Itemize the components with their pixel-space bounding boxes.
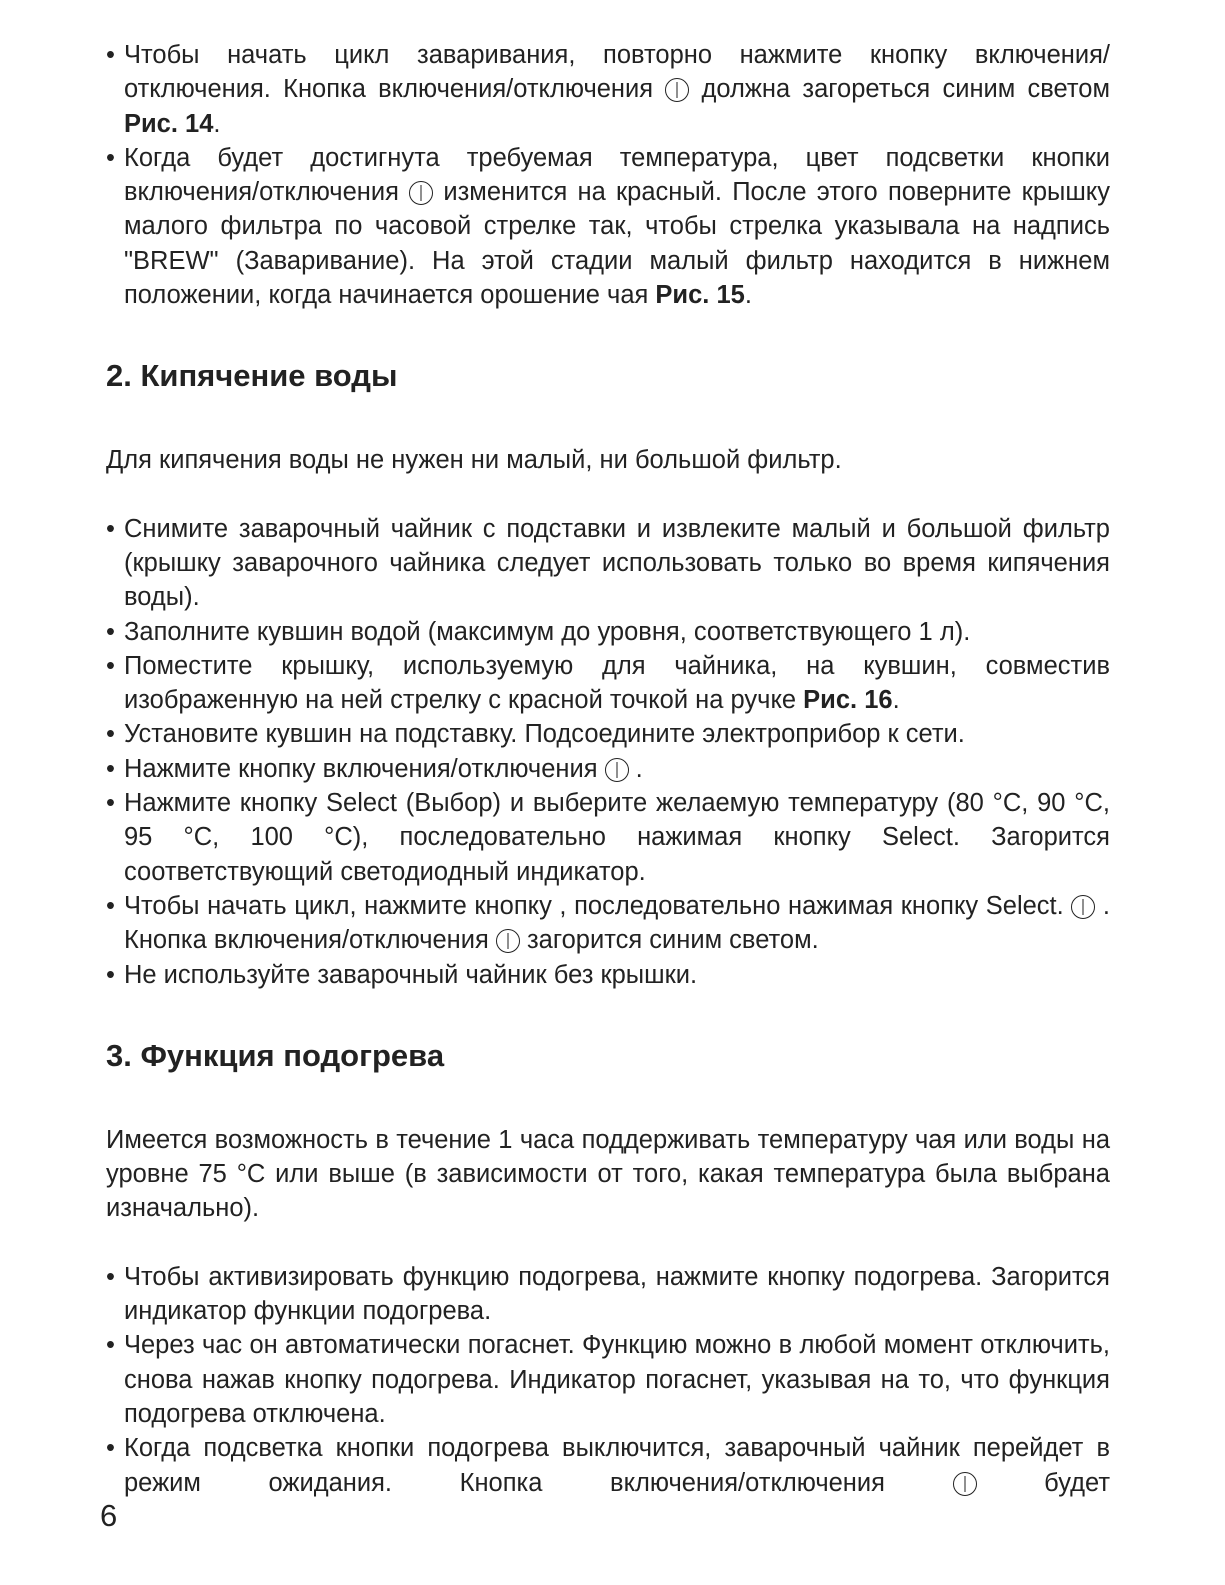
document-page: [106, 38, 1110, 1500]
power-icon: [1071, 895, 1095, 919]
list-item: • Заполните кувшин водой (максимум до уровня, соответствующего 1 л).: [106, 615, 1110, 649]
list-item: • Нажмите кнопку Select (Выбор) и выберите желаемую температуру (80 °C, 90 °C, 95 °C, 100 °C), последовательно нажимая кнопку Select. Загорится соответствующий светодиодный индикатор.: [106, 786, 1110, 889]
list-item: • Чтобы начать цикл заваривания, повторно нажмите кнопку включения/отключения. Кнопка включения/отключения должна загореться синим светом Рис. 14.: [106, 38, 1110, 141]
list-item: • Поместите крышку, используемую для чайника, на кувшин, совместив изображенную на ней стрелку с красной точкой на ручке Рис. 16.: [106, 649, 1110, 718]
list-item: • Установите кувшин на подставку. Подсоедините электроприбор к сети.: [106, 717, 1110, 751]
section-intro: Для кипячения воды не нужен ни малый, ни большой фильтр.: [106, 446, 842, 475]
page-number: 6: [100, 1498, 118, 1533]
figure-reference: Рис. 16: [803, 686, 893, 715]
figure-reference: Рис. 14: [124, 109, 214, 138]
list-item: • Чтобы начать цикл, нажмите кнопку , последовательно нажимая кнопку Select. . Кнопка включения/отключения загорится синим светом.: [106, 889, 1110, 958]
list-item: • Когда подсветка кнопки подогрева выключится, заварочный чайник перейдет в режим ожидания. Кнопка включения/отключения будет: [106, 1431, 1110, 1500]
power-icon: [409, 181, 433, 205]
power-icon: [665, 78, 689, 102]
section-intro: Имеется возможность в течение 1 часа поддерживать температуру чая или воды на уровне 75 °C или выше (в зависимости от того, какая температура была выбрана изначально).: [106, 1125, 1110, 1223]
power-icon: [953, 1472, 977, 1496]
list-item: • Нажмите кнопку включения/отключения .: [106, 752, 1110, 786]
power-icon: [605, 758, 629, 782]
section-heading: 3. Функция подогрева: [106, 1037, 445, 1073]
section-brewing-continued: [106, 38, 1110, 312]
section-warming-function: [106, 1036, 1110, 1500]
list-item: • Через час он автоматически погаснет. Функцию можно в любой момент отключить, снова нажав кнопку подогрева. Индикатор погаснет, указывая на то, что функция подогрева отключена.: [106, 1328, 1110, 1431]
list-item: • Снимите заварочный чайник с подставки и извлеките малый и большой фильтр (крышку заварочного чайника следует использовать только во время кипячения воды).: [106, 512, 1110, 615]
section-boiling-water: [106, 356, 1110, 991]
list-item: • Когда будет достигнута требуемая температура, цвет подсветки кнопки включения/отключения изменится на красный. После этого поверните крышку малого фильтра по часовой стрелке так, чтобы стрелка указывала на надпись "BREW" (Заваривание). На этой стадии малый фильтр находится в нижнем положении, когда начинается орошение чая Рис. 15.: [106, 141, 1110, 312]
list-item: • Чтобы активизировать функцию подогрева, нажмите кнопку подогрева. Загорится индикатор функции подогрева.: [106, 1260, 1110, 1329]
power-icon: [496, 929, 520, 953]
list-item: • Не используйте заварочный чайник без крышки.: [106, 958, 1110, 992]
figure-reference: Рис. 15: [655, 281, 745, 310]
section-heading: 2. Кипячение воды: [106, 358, 398, 394]
